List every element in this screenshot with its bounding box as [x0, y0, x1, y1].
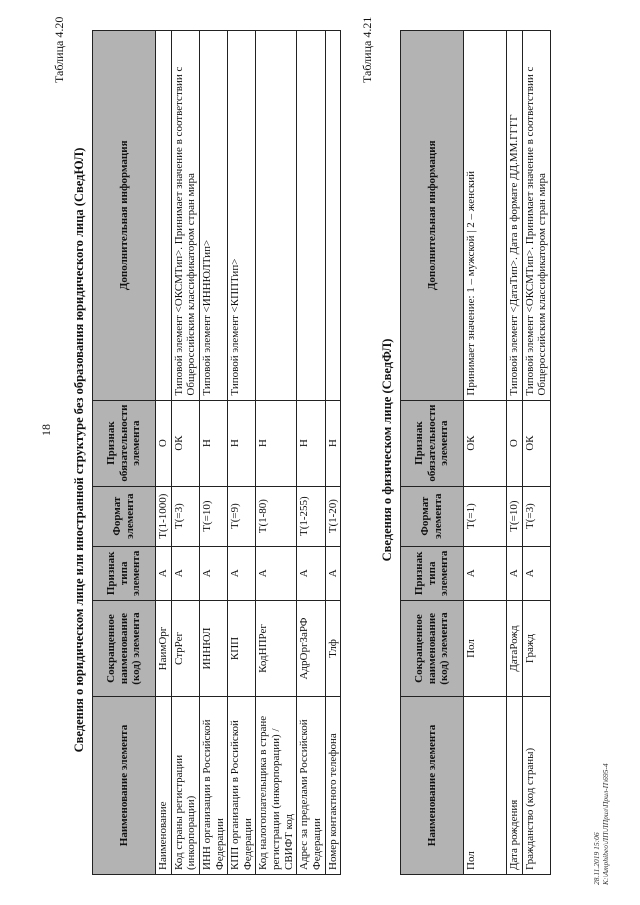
cell: T(=9) [228, 486, 256, 546]
cell: T(1-20) [325, 486, 341, 546]
cell: Тлф [325, 601, 341, 697]
table2-header-row [401, 31, 464, 875]
cell: А [325, 546, 341, 600]
cell: T(1-80) [256, 486, 297, 546]
header-cell: Сокращенное наименование (код) элемента [93, 601, 156, 697]
table2 [400, 30, 551, 875]
table-row [256, 31, 297, 875]
header-cell: Наименование элемента [93, 697, 156, 875]
cell: T(1-255) [297, 486, 325, 546]
cell: Адрес за пределами Российской Федерации [297, 697, 325, 875]
footer-line: 28.11.2019 15:06 [592, 832, 601, 885]
cell: Типовой элемент <ДатаТип>. Дата в формате ДД.ММ.ГГГГ [507, 31, 523, 401]
table1-caption: Таблица 4.20 [52, 16, 66, 83]
table-row [325, 31, 341, 875]
cell: А [522, 546, 550, 600]
cell: T(=1) [464, 486, 507, 546]
cell: Н [228, 400, 256, 486]
header-cell: Дополнительная информация [401, 31, 464, 401]
table1 [92, 30, 341, 875]
cell: Гражданство (код страны) [522, 697, 550, 875]
header-cell: Сокращенное наименование (код) элемента [401, 601, 464, 697]
cell: А [171, 546, 199, 600]
cell: T(=3) [171, 486, 199, 546]
table-row [156, 31, 172, 875]
cell: Номер контактного телефона [325, 697, 341, 875]
cell: T(1-1000) [156, 486, 172, 546]
cell: ИНН организации в Российской Федерации [199, 697, 227, 875]
table-row [507, 31, 523, 875]
cell: КПП организации в Российской Федерации [228, 697, 256, 875]
cell: ОК [171, 400, 199, 486]
table1-title: Сведения о юридическом лице или иностранной структуре без образования юридического лица (СведЮЛ) [72, 147, 86, 753]
cell: Гражд [522, 601, 550, 697]
cell: А [507, 546, 523, 600]
cell: НаимОрг [156, 601, 172, 697]
cell: T(=10) [507, 486, 523, 546]
cell: А [256, 546, 297, 600]
footer [592, 763, 610, 885]
cell: T(=3) [522, 486, 550, 546]
cell: Пол [464, 601, 507, 697]
cell: КПП [228, 601, 256, 697]
cell: СтрРег [171, 601, 199, 697]
table2-caption: Таблица 4.21 [360, 16, 374, 83]
cell: Пол [464, 697, 507, 875]
cell: А [228, 546, 256, 600]
cell: ОК [522, 400, 550, 486]
cell: А [297, 546, 325, 600]
cell: Дата рождения [507, 697, 523, 875]
table1-header-row [93, 31, 156, 875]
table-row [228, 31, 256, 875]
cell: КодНПРег [256, 601, 297, 697]
cell [156, 31, 172, 401]
cell: Типовой элемент <ОКСМТип>. Принимает значение в соответствии с Общероссийским классификатором стран мира [171, 31, 199, 401]
cell: А [156, 546, 172, 600]
cell: Принимает значение: 1 – мужской | 2 – женский [464, 31, 507, 401]
cell [256, 31, 297, 401]
cell: Типовой элемент <ИННЮЛТип> [199, 31, 227, 401]
header-cell: Дополнительная информация [93, 31, 156, 401]
header-cell: Признак типа элемента [401, 546, 464, 600]
cell: Н [325, 400, 341, 486]
header-cell: Наименование элемента [401, 697, 464, 875]
table2-title: Сведения о физическом лице (СведФЛ) [380, 338, 394, 562]
table-row [171, 31, 199, 875]
header-cell: Признак обязательности элемента [401, 400, 464, 486]
header-cell: Признак типа элемента [93, 546, 156, 600]
cell: Наименование [156, 697, 172, 875]
page-number: 18 [39, 424, 53, 436]
footer-line: К:\Amphibeo\ЛП\ЛПрил\Прил-П\695-4 [601, 763, 610, 885]
cell: Типовой элемент <КППТип> [228, 31, 256, 401]
cell: О [507, 400, 523, 486]
cell: ДатаРожд [507, 601, 523, 697]
table-row [199, 31, 227, 875]
table-row [297, 31, 325, 875]
cell [297, 31, 325, 401]
cell: Код страны регистрации (инкорпорации) [171, 697, 199, 875]
table-row [464, 31, 507, 875]
cell: T(=10) [199, 486, 227, 546]
cell: Н [199, 400, 227, 486]
cell: Типовой элемент <ОКСМТип>. Принимает значение в соответствии с Общероссийским классификатором стран мира [522, 31, 550, 401]
header-cell: Признак обязательности элемента [93, 400, 156, 486]
cell: АдрОргЗаРФ [297, 601, 325, 697]
cell: Код налогоплательщика в стране регистрации (инкорпорации) / СВИФТ код [256, 697, 297, 875]
cell: А [199, 546, 227, 600]
cell: ИННЮЛ [199, 601, 227, 697]
cell: Н [256, 400, 297, 486]
cell: О [156, 400, 172, 486]
header-cell: Формат элемента [93, 486, 156, 546]
header-cell: Формат элемента [401, 486, 464, 546]
cell: ОК [464, 400, 507, 486]
cell: Н [297, 400, 325, 486]
cell [325, 31, 341, 401]
cell: А [464, 546, 507, 600]
table-row [522, 31, 550, 875]
